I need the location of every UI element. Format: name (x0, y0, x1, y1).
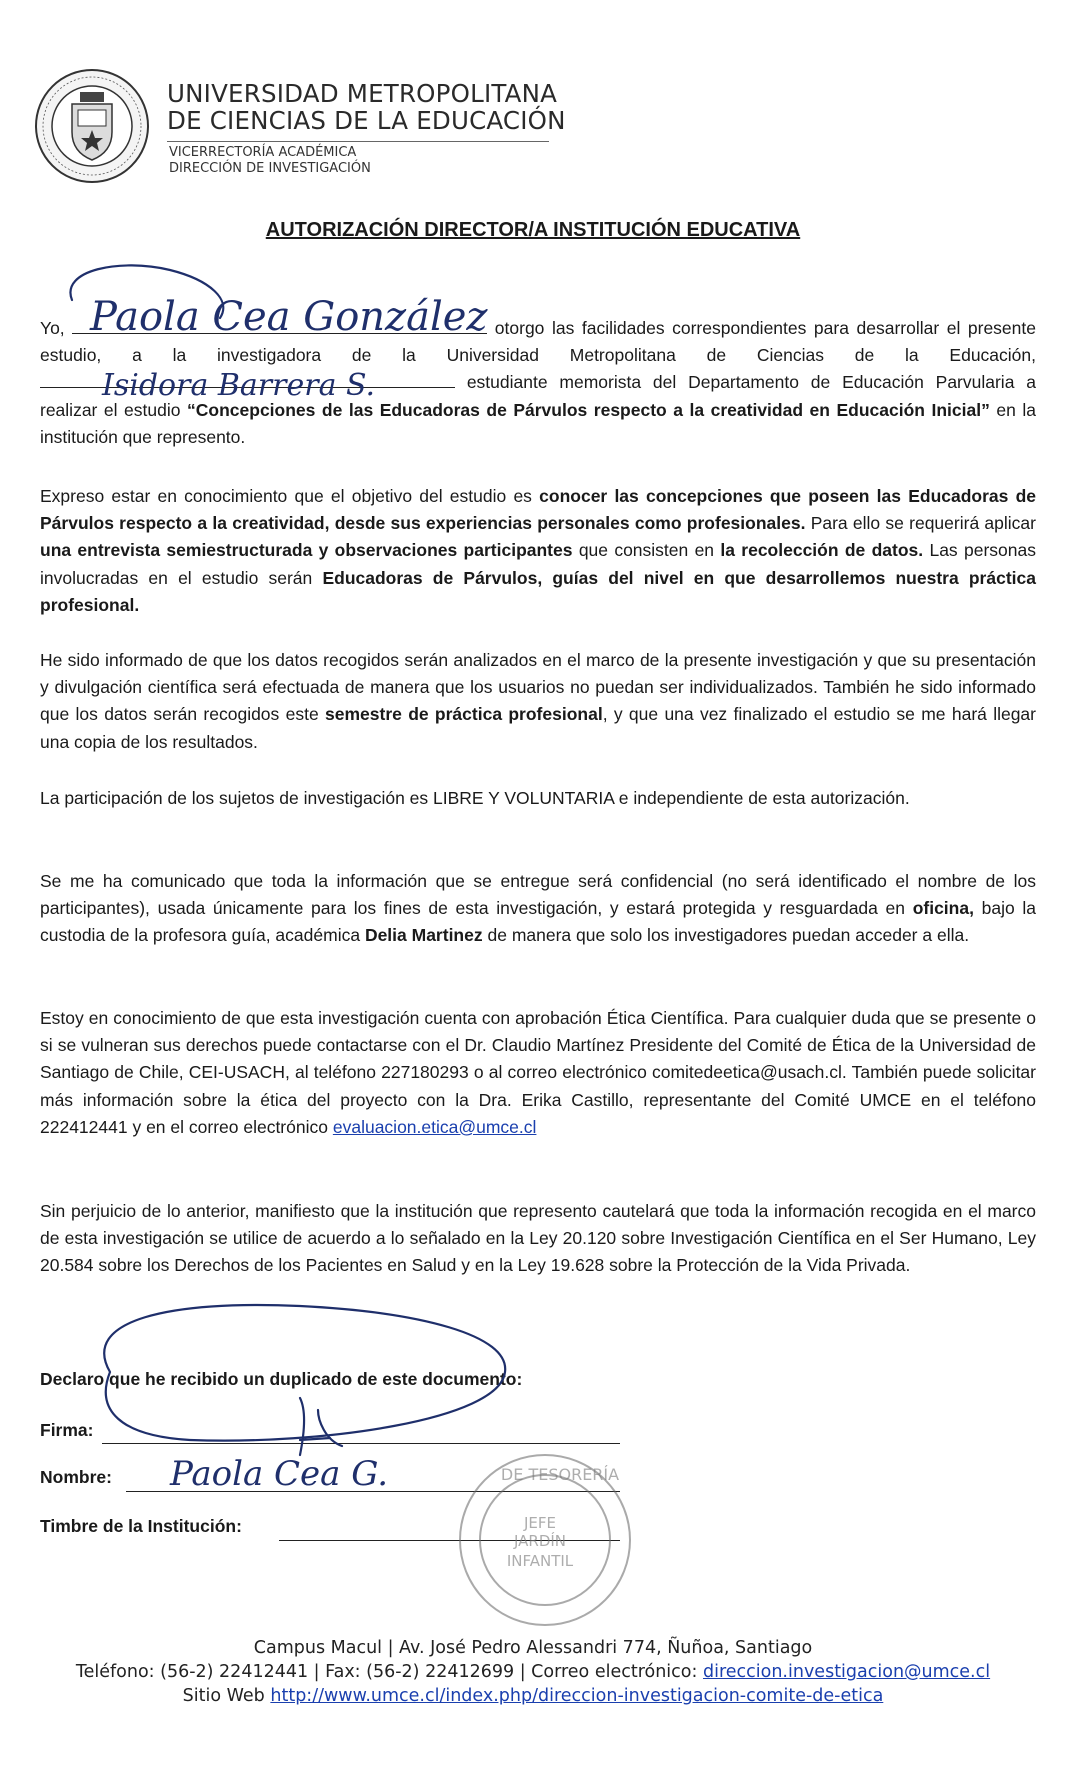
footer-website-link[interactable]: http://www.umce.cl/index.php/direccion-investigacion-comite-de-etica (270, 1686, 884, 1706)
handwritten-investigator-name: Isidora Barrera S. (102, 368, 376, 403)
university-seal-icon (34, 68, 150, 184)
study-title: “Concepciones de las Educadoras de Párvulos respecto a la creatividad en Educación Inicial” (187, 399, 990, 420)
paragraph-legal (40, 1198, 1036, 1280)
p6-text: Estoy en conocimiento de que esta investigación cuenta con aprobación Ética Científica. Para cualquier duda que se presente o si se vulneran sus derechos puede contactarse con el Dr. Claudio Martínez Presidente del Comité de Ética de la Universidad de Santiago de Chile, CEI-USACH, al teléfono 227180293 o al correo electrónico comitedeetica@usach.cl. También puede solicitar más información sobre la ética del proyecto con la Dra. Erika Castillo, representante del Comité UMCE en el teléfono 222412441 y en el correo electrónico (40, 1008, 1036, 1137)
p3-semester-bold: semestre de práctica profesional (325, 704, 603, 725)
p3-text-a: He sido informado de que los datos recogidos serán analizados en el marco de la presente investigación y que su presentación y divulgación científica será efectuada de manera que los usuarios no puedan ser individualizados. También he sido informado que los datos serán recogidos este (40, 650, 1036, 725)
stamp-text-1: DE TESORERÍA (500, 1465, 620, 1484)
declaration-text: Declaro que he recibido un duplicado de este documento: (40, 1369, 523, 1389)
investigator-name-field (40, 369, 455, 388)
p2-text-a: Expreso estar en conocimiento que el objetivo del estudio es (40, 486, 532, 506)
footer (0, 1636, 1066, 1708)
nombre-line (126, 1491, 620, 1492)
footer-contact (0, 1660, 1066, 1684)
university-name (167, 80, 566, 134)
university-department (169, 145, 371, 177)
yo-label: Yo, (40, 318, 65, 338)
footer-website (0, 1684, 1066, 1708)
p2-participants-bold: Educadoras de Párvulos, guías del nivel en que desarrollemos nuestra práctica profesional. (40, 567, 1036, 615)
p2-objective-bold: conocer las concepciones que poseen las Educadoras de Párvulos respecto a la creatividad, desde sus experiencias personales como profesionales. (40, 486, 1037, 534)
paragraph-ethics (40, 1005, 1036, 1141)
p5-professor-bold: Delia Martinez (364, 925, 483, 946)
paragraph-voluntary (40, 785, 1036, 812)
ethics-email-link[interactable]: evaluacion.etica@umce.cl (332, 1116, 537, 1137)
nombre-label: Nombre: (40, 1467, 112, 1487)
p7-text: Sin perjuicio de lo anterior, manifiesto que la institución que represento cautelará que toda la información recogida en el marco de esta investigación se utilice de acuerdo a lo señalado en la Ley 20.120 sobre Investigación Científica en el Ser Humano, Ley 20.584 sobre los Derechos de los Pacientes en Salud y en la Ley 19.628 sobre la Protección de la Vida Privada. (40, 1201, 1036, 1276)
signature-loop-top (70, 265, 223, 318)
p5-office-bold: oficina, (912, 898, 974, 919)
p2-text-c: Para ello se requerirá aplicar (810, 513, 1036, 534)
footer-website-label: Sitio Web (182, 1686, 265, 1706)
department-line2: DIRECCIÓN DE INVESTIGACIÓN (169, 161, 371, 176)
paragraph-1-text-a: otorgo las facilidades correspondientes para desarrollar el presente estudio, a la investigadora de la Universidad Metropolitana de Ciencias de la Educación, (40, 318, 1036, 366)
signature-firma-stroke (300, 1398, 342, 1455)
university-name-line1: UNIVERSIDAD METROPOLITANA (167, 79, 558, 108)
footer-contact-text: Teléfono: (56-2) 22412441 | Fax: (56-2) 22412699 | Correo electrónico: (75, 1662, 698, 1682)
timbre-label: Timbre de la Institución: (40, 1516, 242, 1536)
p3-text-c: , y que una vez finalizado el estudio se me hará llegar una copia de los resultados. (40, 704, 1036, 752)
director-name-field (72, 315, 487, 334)
document-title: AUTORIZACIÓN DIRECTOR/A INSTITUCIÓN EDUCATIVA (265, 219, 801, 241)
stamp-text-2: JEFE (523, 1514, 557, 1532)
stamp-text-3: JARDÍN (513, 1532, 567, 1550)
p2-text-g: Las personas involucradas en el estudio serán (40, 540, 1036, 588)
paragraph-confidentiality (40, 868, 1036, 950)
timbre-line (279, 1540, 620, 1541)
handwritten-director-name: Paola Cea González (90, 294, 488, 340)
department-line1: VICERRECTORÍA ACADÉMICA (169, 145, 357, 160)
p5-text-e: de manera que solo los investigadores puedan acceder a ella. (487, 925, 970, 946)
p4-text: La participación de los sujetos de investigación es LIBRE Y VOLUNTARIA e independiente de esta autorización. (40, 788, 910, 808)
firma-label: Firma: (40, 1420, 94, 1440)
p2-text-e: que consisten en (578, 540, 715, 561)
p5-text-c: bajo la custodia de la profesora guía, académica (40, 898, 1036, 946)
footer-address: Campus Macul | Av. José Pedro Alessandri 774, Ñuñoa, Santiago (253, 1638, 813, 1658)
paragraph-1-text-b: estudiante memorista del Departamento de Educación Parvularia a realizar el estudio (40, 372, 1036, 420)
footer-email-link[interactable]: direccion.investigacion@umce.cl (702, 1662, 991, 1682)
stamp-text-4: INFANTIL (506, 1552, 574, 1570)
paragraph-data-use (40, 647, 1036, 756)
firma-line (102, 1443, 620, 1444)
paragraph-objective (40, 483, 1036, 619)
header-divider (167, 141, 549, 142)
paragraph-1-text-c: en la institución que represento. (40, 399, 1036, 447)
handwritten-nombre: Paola Cea G. (170, 1454, 389, 1494)
p2-method-bold: una entrevista semiestructurada y observaciones participantes (40, 540, 573, 561)
p5-text-a: Se me ha comunicado que toda la información que se entregue será confidencial (no será identificado el nombre de los participantes), usada únicamente para los fines de esta investigación, y estará protegida y resguardada en (40, 871, 1036, 919)
paragraph-authorization (40, 315, 1036, 451)
university-name-line2: DE CIENCIAS DE LA EDUCACIÓN (167, 106, 566, 135)
p2-data-bold: la recolección de datos. (720, 540, 924, 561)
